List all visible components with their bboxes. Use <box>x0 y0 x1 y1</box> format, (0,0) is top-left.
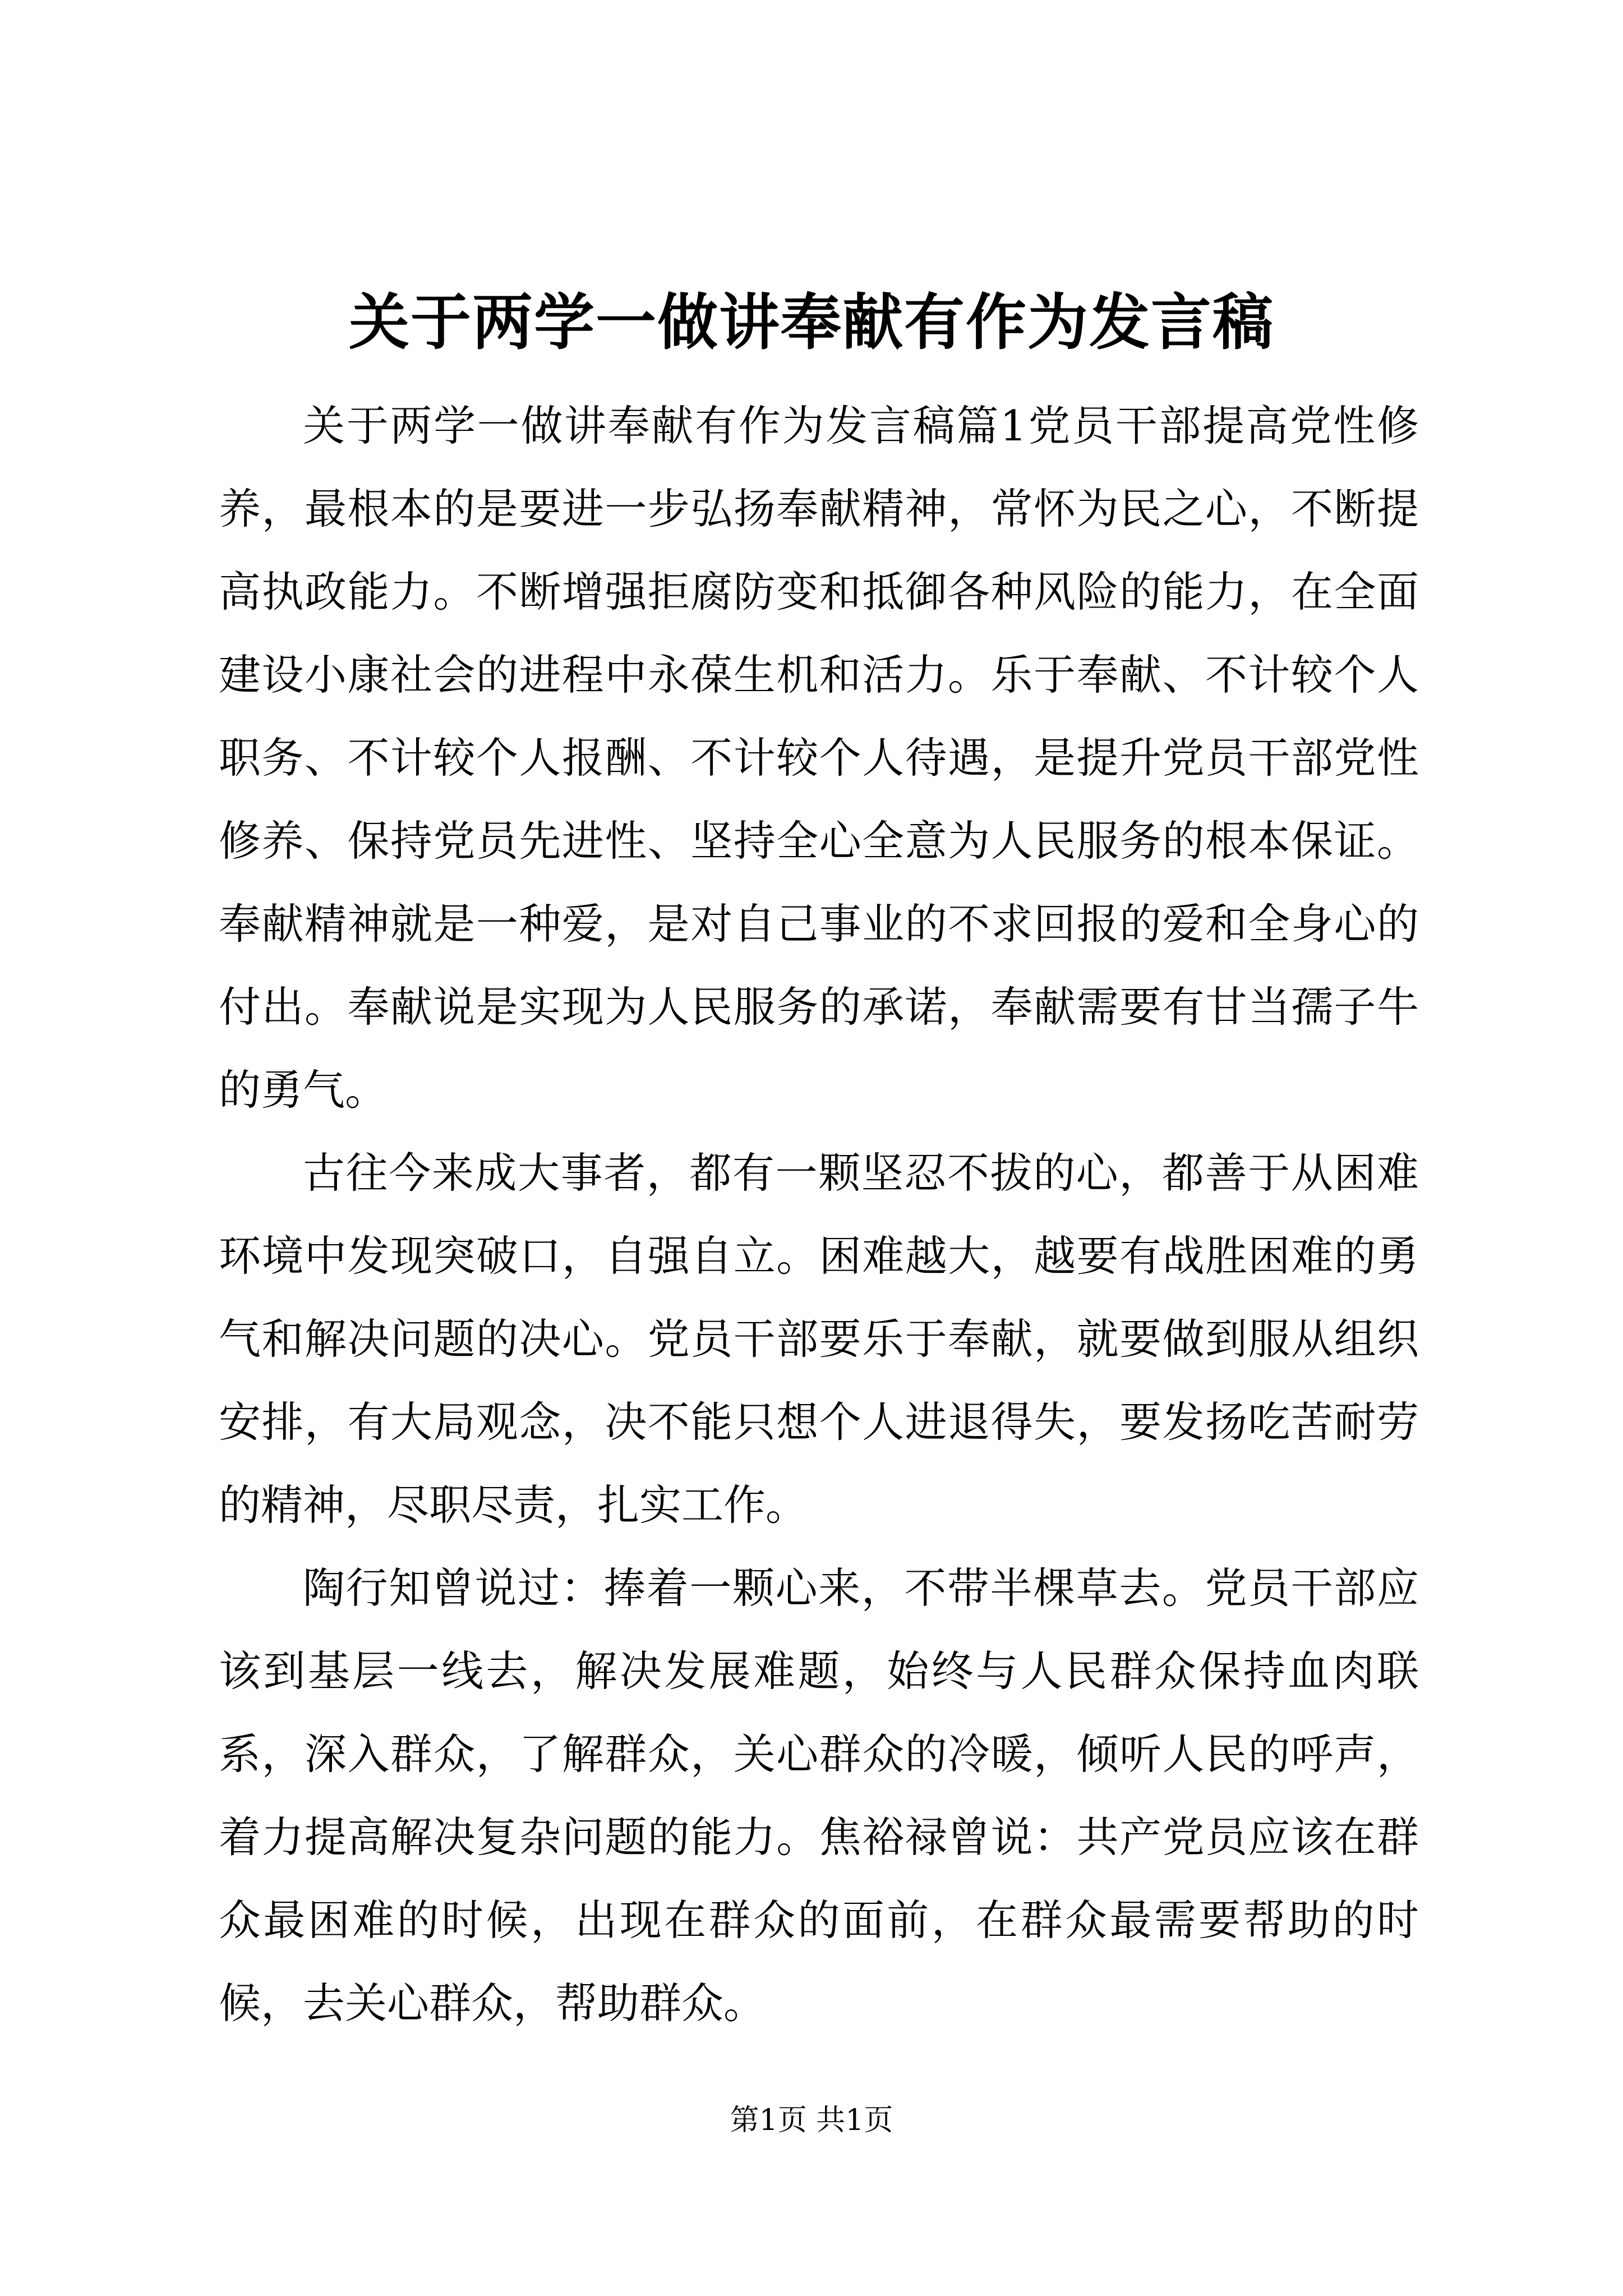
page-footer: 第1页 共1页 <box>730 2104 893 2137</box>
document-title: 关于两学一做讲奉献有作为发言稿 <box>348 287 1274 358</box>
paragraph-1: 关于两学一做讲奉献有作为发言稿篇1党员干部提高党性修养，最根本的是要进一步弘扬奉献精神，常怀为民之心，不断提高执政能力。不断增强拒腐防变和抵御各种风险的能力，在全面建设小康社会的进程中永葆生机和活力。乐于奉献、不计较个人职务、不计较个人报酬、不计较个人待遇，是提升党员干部党性修养、保持党员先进性、坚持全心全意为人民服务的根本保证。奉献精神就是一种爱，是对自己事业的不求回报的爱和全身心的付出。奉献说是实现为人民服务的承诺，奉献需要有甘当孺子牛的勇气。 <box>219 401 1419 1115</box>
paragraph-2: 古往今来成大事者，都有一颗坚忍不拔的心，都善于从困难环境中发现突破口，自强自立。困难越大，越要有战胜困难的勇气和解决问题的决心。党员干部要乐于奉献，就要做到服从组织安排，有大局观念，决不能只想个人进退得失，要发扬吃苦耐劳的精神，尽职尽责，扎实工作。 <box>219 1148 1419 1530</box>
document-body <box>219 384 1419 2045</box>
paragraph-3: 陶行知曾说过：捧着一颗心来，不带半棵草去。党员干部应该到基层一线去，解决发展难题，始终与人民群众保持血肉联系，深入群众，了解群众，关心群众的冷暖，倾听人民的呼声，着力提高解决复杂问题的能力。焦裕禄曾说：共产党员应该在群众最困难的时候，出现在群众的面前，在群众最需要帮助的时候，去关心群众，帮助群众。 <box>219 1563 1419 2028</box>
